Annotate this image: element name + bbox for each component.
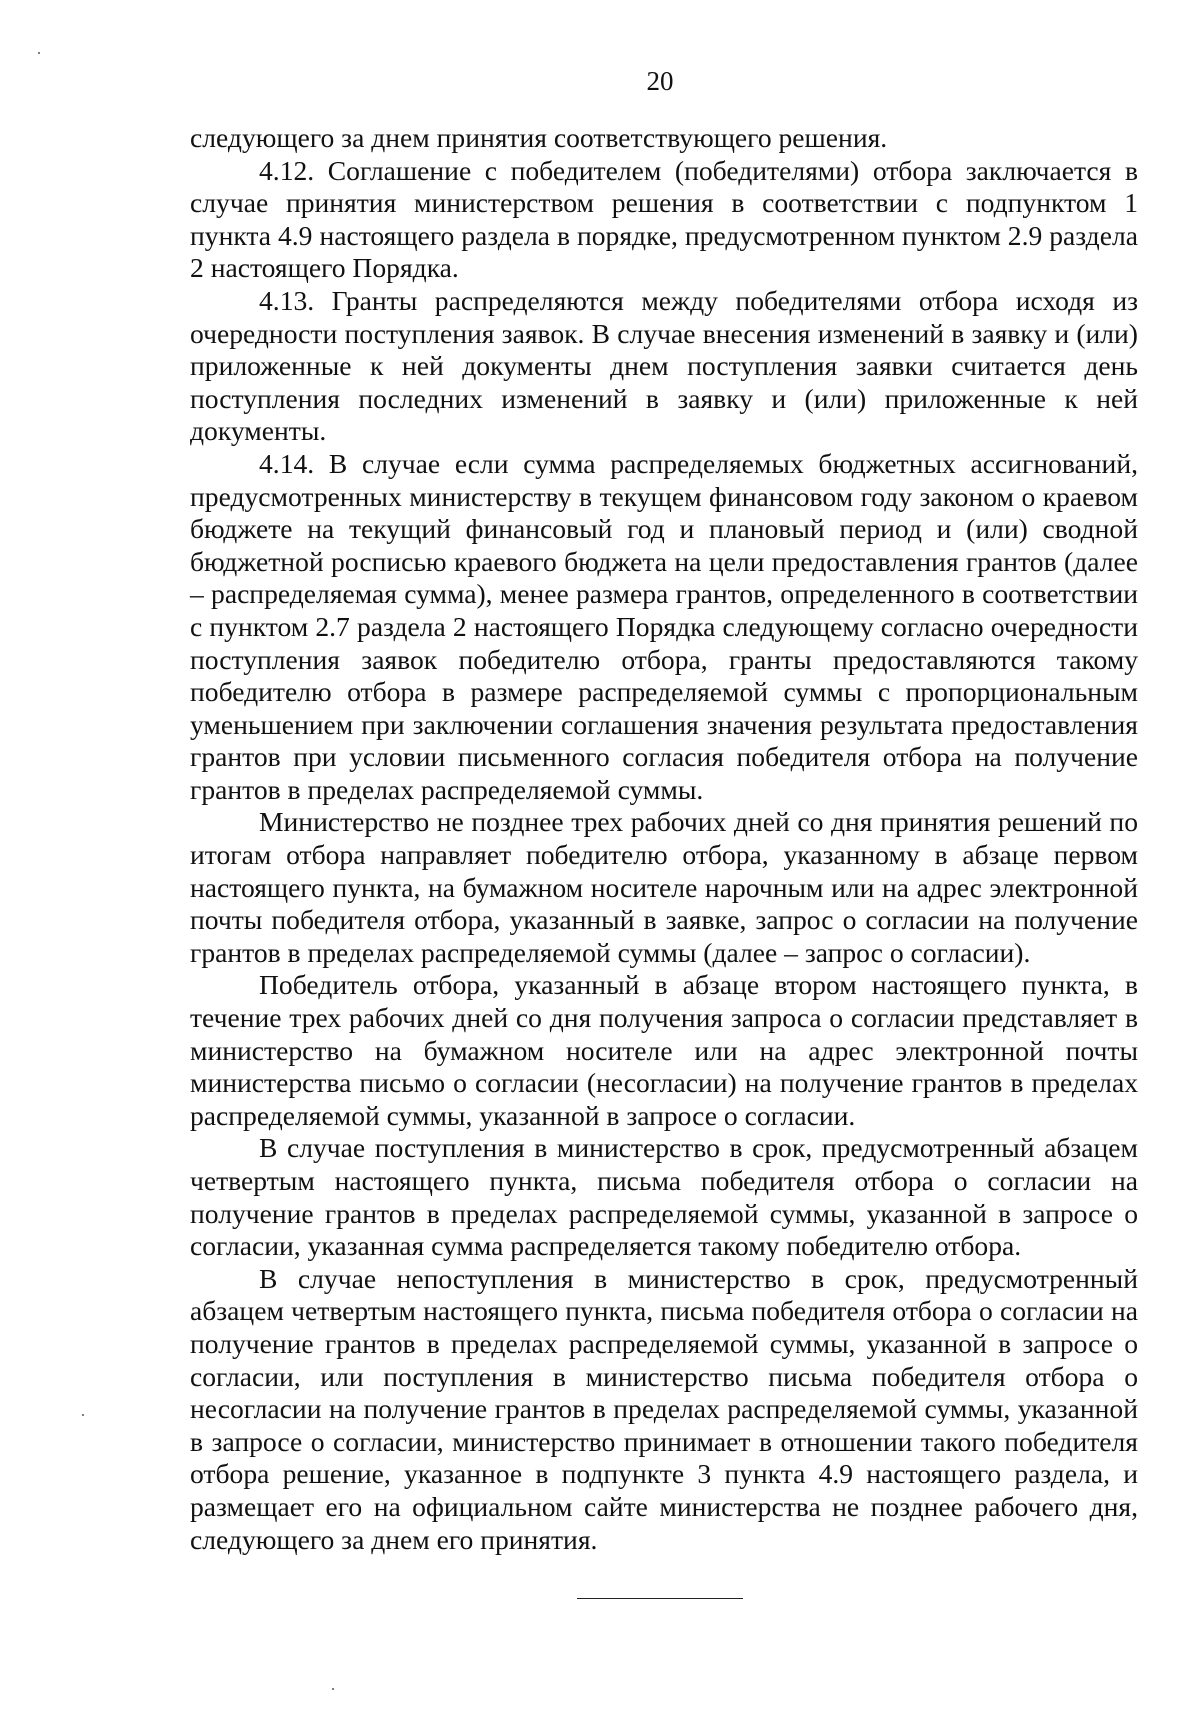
paragraph-4-12: 4.12. Соглашение с победителем (победителями) отбора заключается в случае принятия министерством решения в соответствии с подпунктом 1 пункта 4.9 настоящего раздела в порядке, предусмотренном пунктом 2.9 раздела 2 настоящего Порядка. bbox=[190, 154, 1138, 284]
end-of-document-rule bbox=[577, 1598, 743, 1599]
paragraph-4-14: 4.14. В случае если сумма распределяемых бюджетных ассигнований, предусмотренных министерству в текущем финансовом году законом о краевом бюджете на текущий финансовый год и плановый период и (или) сводной бюджетной росписью краевого бюджета на цели предоставления грантов (далее – распределяемая сумма), менее размера грантов, определенного в соответствии с пунктом 2.7 раздела 2 настоящего Порядка следующему согласно очередности поступления заявок победителю отбора, гранты предоставляются такому победителю отбора в размере распределяемой суммы с пропорциональным уменьшением при заключении соглашения значения результата предоставления грантов при условии письменного согласия победителя отбора на получение грантов в пределах распределяемой суммы. bbox=[190, 447, 1138, 805]
paragraph-consent-received: В случае поступления в министерство в срок, предусмотренный абзацем четвертым настоящего пункта, письма победителя отбора о согласии на получение грантов в пределах распределяемой суммы, указанной в запросе о согласии, указанная сумма распределяется такому победителю отбора. bbox=[190, 1132, 1138, 1262]
scan-speck bbox=[38, 52, 40, 54]
scan-speck bbox=[82, 1414, 84, 1416]
scan-speck bbox=[332, 1688, 334, 1690]
paragraph-consent-not-received: В случае непоступления в министерство в срок, предусмотренный абзацем четвертым настоящего пункта, письма победителя отбора о согласии на получение грантов в пределах распределяемой суммы, указанной в запросе о согласии, или поступления в министерство письма победителя отбора о несогласии на получение грантов в пределах распределяемой суммы, указанной в запросе о согласии, министерство принимает в отношении такого победителя отбора решение, указанное в подпункте 3 пункта 4.9 настоящего раздела, и размещает его на официальном сайте министерства не позднее рабочего дня, следующего за днем его принятия. bbox=[190, 1262, 1138, 1555]
paragraph-continuation: следующего за днем принятия соответствующего решения. bbox=[190, 122, 888, 153]
paragraph-4-13: 4.13. Гранты распределяются между победителями отбора исходя из очередности поступления заявок. В случае внесения изменений в заявку и (или) приложенные к ней документы днем поступления заявки считается день поступления последних изменений в заявку и (или) приложенные к ней документы. bbox=[190, 284, 1138, 447]
paragraph-request-for-consent: Министерство не позднее трех рабочих дней со дня принятия решений по итогам отбора направляет победителю отбора, указанному в абзаце первом настоящего пункта, на бумажном носителе нарочным или на адрес электронной почты победителя отбора, указанный в заявке, запрос о согласии на получение грантов в пределах распределяемой суммы (далее – запрос о согласии). bbox=[190, 806, 1138, 968]
paragraph-consent-response: Победитель отбора, указанный в абзаце втором настоящего пункта, в течение трех рабочих дней со дня получения запроса о согласии представляет в министерство на бумажном носителе или на адрес электронной почты министерства письмо о согласии (несогласии) на получение грантов в пределах распределяемой суммы, указанной в запросе о согласии. bbox=[190, 969, 1138, 1131]
document-body bbox=[190, 122, 1138, 1556]
page-number: 20 bbox=[646, 66, 674, 96]
